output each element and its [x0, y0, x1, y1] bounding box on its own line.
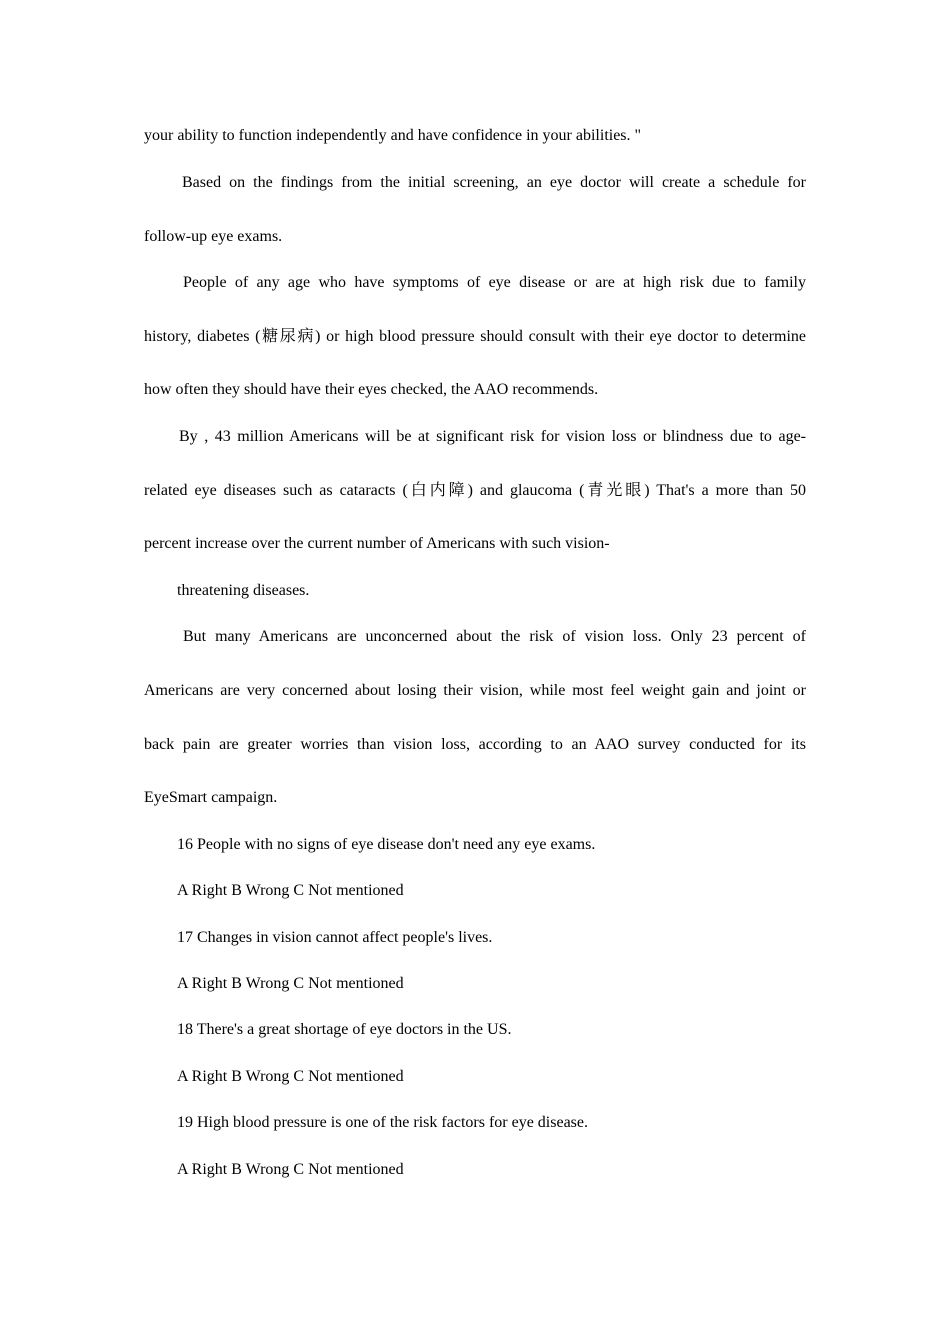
paragraph-line: related eye diseases such as cataracts (白内障) and glaucoma (青光眼) That's a more than 50: [144, 482, 806, 499]
paragraph-line: your ability to function independently and have confidence in your abilities. ": [144, 127, 642, 144]
question-17-text: 17 Changes in vision cannot affect people's lives.: [177, 929, 493, 946]
paragraph-line: back pain are greater worries than vision loss, according to an AAO survey conducted for its: [144, 736, 806, 753]
paragraph-line: threatening diseases.: [177, 582, 310, 599]
paragraph-line: follow-up eye exams.: [144, 228, 283, 245]
paragraph-line: Americans are very concerned about losing their vision, while most feel weight gain and joint or: [144, 682, 806, 699]
question-17-options: A Right B Wrong C Not mentioned: [177, 975, 404, 992]
paragraph-line: By , 43 million Americans will be at significant risk for vision loss or blindness due to age-: [179, 428, 806, 445]
question-19-text: 19 High blood pressure is one of the risk factors for eye disease.: [177, 1114, 588, 1131]
paragraph-line: percent increase over the current number of Americans with such vision-: [144, 535, 610, 552]
question-16-options: A Right B Wrong C Not mentioned: [177, 882, 404, 899]
question-19-options: A Right B Wrong C Not mentioned: [177, 1161, 404, 1178]
paragraph-line: But many Americans are unconcerned about the risk of vision loss. Only 23 percent of: [183, 628, 806, 645]
paragraph-line: People of any age who have symptoms of eye disease or are at high risk due to family: [183, 274, 806, 291]
question-18-options: A Right B Wrong C Not mentioned: [177, 1068, 404, 1085]
paragraph-line: history, diabetes (糖尿病) or high blood pressure should consult with their eye doctor to determine: [144, 328, 806, 345]
question-18-text: 18 There's a great shortage of eye doctors in the US.: [177, 1021, 512, 1038]
question-16-text: 16 People with no signs of eye disease don't need any eye exams.: [177, 836, 596, 853]
paragraph-line: how often they should have their eyes checked, the AAO recommends.: [144, 381, 599, 398]
paragraph-line: EyeSmart campaign.: [144, 789, 278, 806]
paragraph-line: Based on the findings from the initial screening, an eye doctor will create a schedule for: [182, 174, 806, 191]
